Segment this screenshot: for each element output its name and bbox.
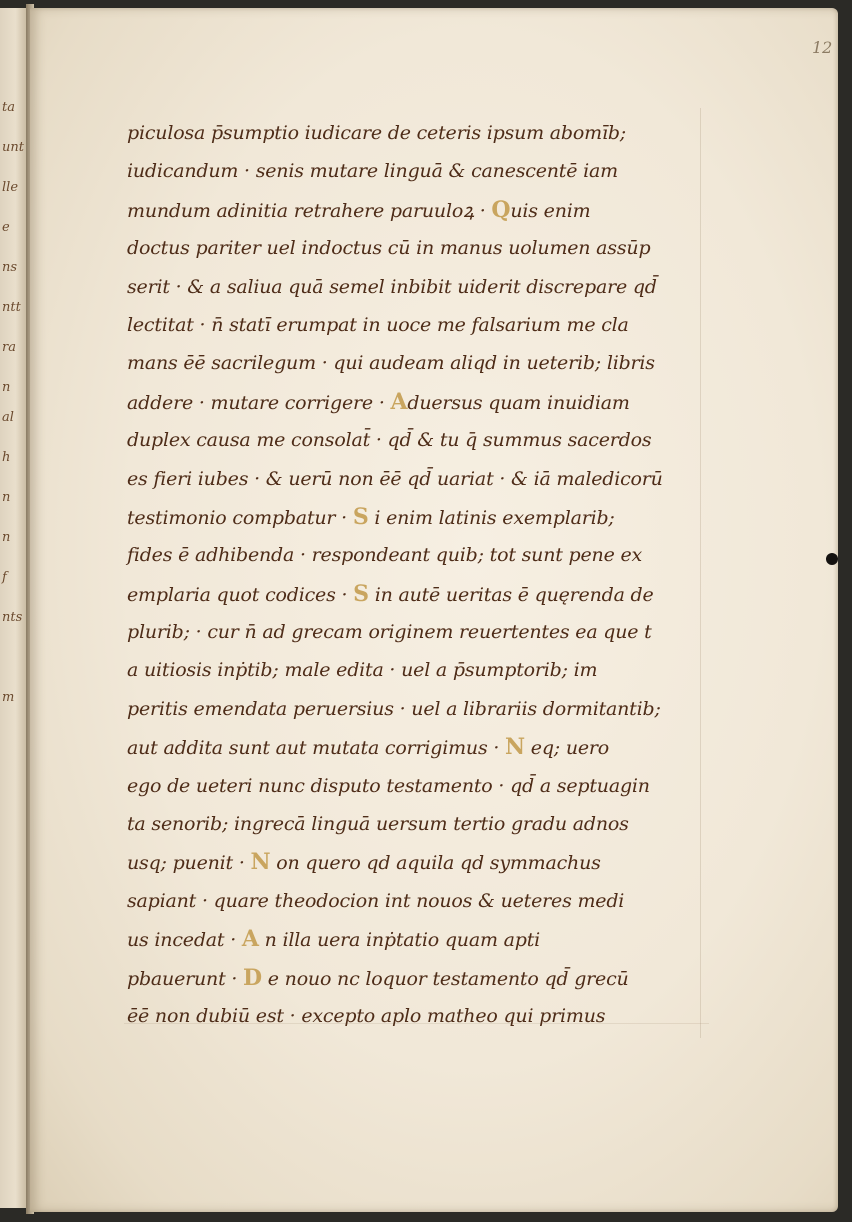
line-text: us incedat · — [127, 929, 242, 952]
manuscript-line — [127, 344, 727, 382]
manuscript-line — [127, 690, 727, 728]
line-text: duersus quam inuidiam — [407, 391, 630, 414]
line-text: e nouo nc loquor testamento qd̄ grecū — [261, 967, 629, 990]
line-text: mundum adinitia retrahere paruuloꝝ · — [127, 199, 492, 222]
manuscript-line — [127, 575, 727, 613]
previous-page-fragment: ns — [2, 260, 18, 275]
line-text: on quero qd aquila qd symmachus — [270, 852, 601, 875]
manuscript-page — [30, 8, 838, 1212]
ink-blot — [826, 553, 838, 565]
line-text: uis enim — [510, 199, 591, 222]
rubricated-initial: N — [250, 849, 271, 876]
manuscript-line — [127, 498, 727, 536]
previous-page-fragment: nts — [2, 610, 23, 625]
line-text: mans ēē sacrilegum · qui audeam aliqd in ueterib; libris — [127, 352, 655, 375]
previous-page-fragment: m — [2, 690, 15, 705]
previous-page-fragment: e — [2, 220, 10, 235]
manuscript-line — [127, 920, 727, 958]
line-text: aut addita sunt aut mutata corrigimus · — [127, 737, 506, 760]
manuscript-line — [127, 229, 727, 267]
line-text: testimonio compbatur · — [127, 506, 353, 529]
previous-page-edge — [0, 8, 27, 1208]
line-text: plurib; · cur n̄ ad grecam originem reuertentes ea que t — [127, 621, 652, 644]
folio-number: 12 — [812, 38, 833, 57]
line-text: doctus pariter uel indoctus cū in manus uolumen assūp — [127, 237, 651, 260]
manuscript-line — [127, 613, 727, 651]
manuscript-line — [127, 421, 727, 459]
text-block — [127, 114, 727, 1035]
line-text: serit · & a saliua quā semel inbibit uiderit discrepare qd̄ — [127, 275, 657, 298]
previous-page-fragment: n — [2, 380, 11, 395]
line-text: iudicandum · senis mutare linguā & canescentē iam — [127, 160, 618, 183]
rubricated-initial: A — [390, 388, 408, 415]
manuscript-line — [127, 651, 727, 689]
manuscript-line — [127, 114, 727, 152]
line-text: ego de ueteri nunc disputo testamento · qd̄ a septuagin — [127, 774, 650, 797]
manuscript-line — [127, 959, 727, 997]
manuscript-line — [127, 152, 727, 190]
manuscript-line — [127, 383, 727, 421]
manuscript-line — [127, 536, 727, 574]
manuscript-line — [127, 306, 727, 344]
previous-page-fragment: ta — [2, 100, 15, 115]
line-text: i enim latinis exemplarib; — [368, 506, 615, 529]
line-text: ta senorib; ingrecā linguā uersum tertio gradu adnos — [127, 813, 629, 836]
line-text: lectitat · n̄ statī erumpat in uoce me falsarium me cla — [127, 313, 629, 336]
manuscript-line — [127, 843, 727, 881]
rubricated-initial: A — [241, 926, 259, 953]
manuscript-line — [127, 767, 727, 805]
previous-page-fragment: unt — [2, 140, 24, 155]
previous-page-fragment: ntt — [2, 300, 21, 315]
manuscript-line — [127, 460, 727, 498]
rubricated-initial: D — [243, 964, 262, 991]
rubricated-initial: Q — [491, 196, 511, 223]
previous-page-fragment: ra — [2, 340, 16, 355]
line-text: es fieri iubes · & uerū non ēē qd̄ uariat · & iā maledicorū — [127, 467, 663, 490]
line-text: in autē ueritas ē quęrenda de — [368, 583, 654, 606]
line-text: pbauerunt · — [127, 967, 244, 990]
line-text: ēē non dubiū est · excepto aplo matheo qui primus — [127, 1004, 606, 1027]
rubricated-initial: S — [353, 580, 369, 607]
line-text: usq; puenit · — [127, 852, 251, 875]
line-text: eq; uero — [524, 737, 610, 760]
line-text: sapiant · quare theodocion int nouos & ueteres medi — [127, 889, 625, 912]
rubricated-initial: S — [352, 503, 369, 530]
manuscript-line — [127, 728, 727, 766]
manuscript-line — [127, 191, 727, 229]
previous-page-fragment: lle — [2, 180, 19, 195]
rubricated-initial: N — [505, 734, 525, 761]
line-text: n illa uera inṗtatio quam apti — [258, 929, 541, 952]
line-text: duplex causa me consolat̄ · qd̄ & tu q̄ summus sacerdos — [127, 429, 652, 452]
line-text: emplaria quot codices · — [127, 583, 354, 606]
manuscript-line — [127, 997, 727, 1035]
previous-page-fragment: n — [2, 530, 11, 545]
manuscript-line — [127, 805, 727, 843]
manuscript-line — [127, 268, 727, 306]
line-text: addere · mutare corrigere · — [127, 391, 391, 414]
previous-page-fragment: h — [2, 450, 11, 465]
line-text: a uitiosis inṗtib; male edita · uel a p̄sumptorib; im — [127, 659, 598, 682]
line-text: peritis emendata peruersius · uel a librariis dormitantib; — [127, 697, 661, 720]
line-text: fides ē adhibenda · respondeant quib; tot sunt pene ex — [127, 544, 643, 567]
previous-page-fragment: f — [2, 570, 7, 585]
line-text: piculosa p̄sumptio iudicare de ceteris ipsum abomīb; — [127, 122, 626, 144]
previous-page-fragment: n — [2, 490, 11, 505]
previous-page-fragment: al — [2, 410, 14, 425]
manuscript-line — [127, 882, 727, 920]
